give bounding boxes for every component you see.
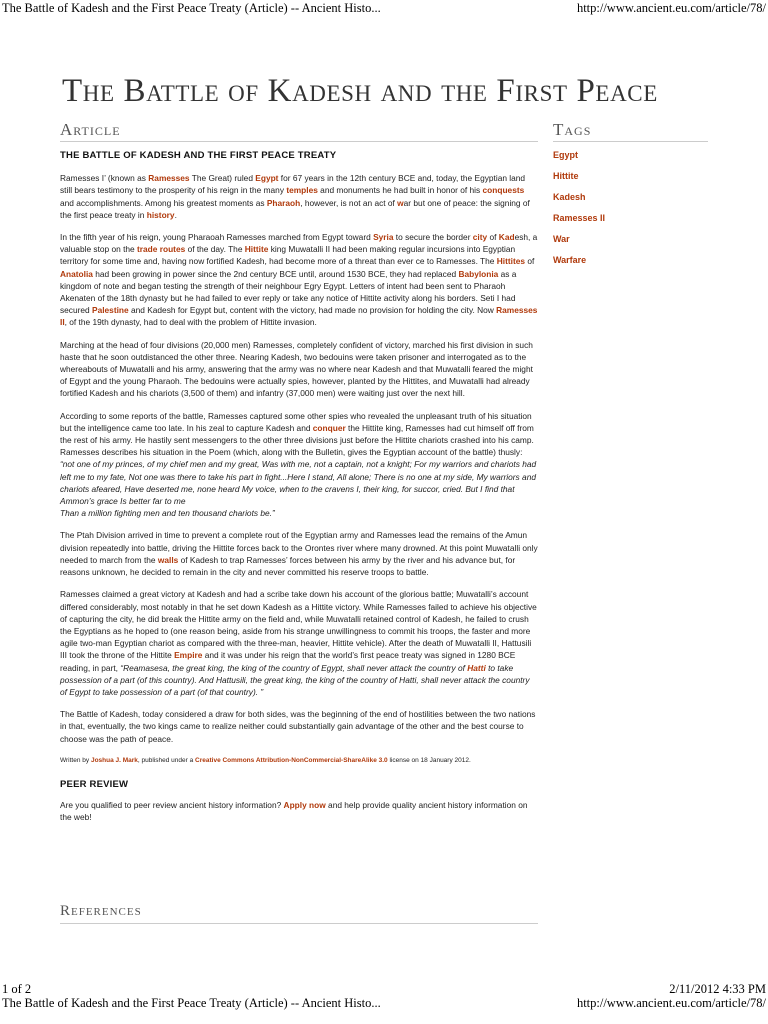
text-run: round 1 — [323, 268, 352, 279]
text-run: Ramesses I — [60, 173, 105, 184]
article-link[interactable]: Empire — [174, 650, 203, 661]
text-run: of the day. The — [185, 244, 245, 255]
text-run: the Hittite king, Ramesses had cut himself off from the rest of his army. He hastily sent messengers to the other three divisions just before the Hittite chariots crashed into his camp. Ramesses describes his situation in the Poem (which, along with the Bulletin, gives the Egyptian account of the battle) thusly: — [60, 422, 534, 458]
tag-link[interactable]: Hittite — [553, 171, 579, 181]
article-link[interactable]: Kad — [498, 232, 515, 243]
article-link[interactable]: Joshua J. Mark — [90, 756, 138, 764]
paragraph — [60, 172, 538, 221]
paragraph — [60, 588, 538, 698]
article-link[interactable]: Ramesses — [148, 173, 190, 184]
article-link[interactable]: conquests — [482, 185, 525, 196]
page-title: The Battle of Kadesh and the First Peace — [62, 73, 658, 109]
footer-page-number: 1 of 2 — [2, 982, 32, 996]
text-run: or of his — [450, 185, 483, 196]
text-run: aluable stop on the — [64, 244, 138, 255]
article-link[interactable]: Hittites — [496, 256, 526, 267]
text-run: to Egyptian territory for some time and, having now fortified Kadesh, had become more of a threat than — [60, 244, 516, 267]
text-run: and help provide quality ancient history information on the web! — [60, 800, 528, 823]
text-run: “not one of my princes, of my chief men and my great, Was with me, not a captain, not a knight; For my warriors and chariots had left me to my fate, Not one was there to take his part in fight...Here I stand, All alone; There is no one at my side, My warriors and chariots afeared, Have deserted me, none heard My voice, when to the cravens I, their king, for succor, cried. But I find that Ammon’s grace Is better far to me — [60, 459, 537, 507]
article-link[interactable]: Egypt — [255, 173, 279, 184]
text-run: and Kadesh for Egypt but, content with the victory, had made no provision for holding the city. Now — [128, 305, 497, 316]
text-run: Written by — [60, 756, 91, 764]
tag-link[interactable]: Kadesh — [553, 192, 586, 202]
tags-list — [553, 150, 713, 276]
tags-divider — [553, 141, 708, 142]
article-link[interactable]: Creative Commons Attribution-NonCommercial-ShareAlike 3.0 — [195, 756, 388, 764]
article-link[interactable]: Babylonia — [458, 268, 499, 279]
text-run: had been growing in power since the 2nd century BCE until, a — [92, 268, 324, 279]
text-run: to take possession of a part (of this country). And Hattusili, the great king, the king of the country of Hatti, shall never attack the country of Egypt to take possession of a part (of that country). ” — [60, 662, 530, 697]
article-link[interactable]: conquer — [312, 422, 346, 433]
article-link[interactable]: Anatolia — [60, 268, 93, 279]
article-paragraphs — [60, 172, 538, 745]
text-run: ursions in — [437, 244, 474, 255]
byline — [60, 755, 538, 767]
text-run: e of peace: the signing of the first peace treaty in — [60, 197, 530, 220]
article-link[interactable]: temples — [286, 185, 318, 196]
tag-link[interactable]: Egypt — [553, 150, 579, 160]
peer-review-text — [60, 799, 538, 823]
text-run: The Great) ruled — [189, 173, 256, 184]
text-run: , of the 19th dynasty, had to deal with the problem of Hittite invasion. — [64, 317, 317, 328]
text-run: esh, a v — [60, 232, 538, 255]
text-run: year of h — [98, 232, 132, 243]
text-run: “Reamasesa, the great king, the king of the country of Egypt, shall never attack the country of — [120, 662, 468, 673]
article-body — [60, 150, 538, 834]
article-link[interactable]: Ramesses II — [60, 305, 538, 328]
paragraph — [60, 231, 538, 329]
text-run: ar but on — [403, 197, 437, 208]
references-heading: References — [60, 903, 142, 919]
text-run: ce to Ramesses. The — [415, 256, 497, 267]
text-run: , published under a — [137, 756, 196, 764]
paragraph — [60, 708, 538, 745]
paragraph — [60, 339, 538, 400]
article-divider — [60, 141, 538, 142]
text-run: In the fifth — [60, 232, 99, 243]
paragraph — [60, 410, 538, 520]
text-run: still bears testimony to the prosperity of his reign in the many — [60, 185, 287, 196]
article-link[interactable]: Hatti — [467, 662, 486, 673]
text-run: nd — [515, 173, 526, 184]
text-run: The Battle of Kadesh, today considered a draw for both sides, was the beginning of the end of hostilities between the two nations in that, eventually, the two kings came to realize neither could substantially gain advantage of the other and the best course to choose was the path of peace. — [60, 709, 536, 744]
article-title: THE BATTLE OF KADESH AND THE FIRST PEACE TREATY — [60, 150, 337, 161]
paragraph — [60, 529, 538, 578]
text-run: bour Eg — [284, 280, 315, 291]
text-run: as a kingdom of note and began testing the strength of their neigh — [60, 268, 517, 291]
text-run: is reign, young Pharaoah Ramesses marched from Egypt toward — [131, 232, 374, 243]
references-divider — [60, 923, 538, 924]
text-run: The Ptah Division arrived in time to prevent a complete rout of the Egyptian army and Ramesses lead the remains of the Amun division repeatedly into battle, driving the Hittite forces back to the Orontes river where many drowned. At this point Muwatalli only needed to march from the — [60, 530, 538, 565]
text-run: 530 BCE, they had replaced — [351, 268, 459, 279]
text-run: of Kadesh to trap Ramesses’ forces between his army by the river and his advance but, for reasons unknown, he decided to remain in the city and never committed his reserve troops to battle. — [60, 554, 516, 578]
text-run: Are you qualified to peer review ancient history information? — [60, 800, 284, 811]
text-run: . — [174, 209, 177, 220]
article-section-heading: Article — [60, 120, 121, 139]
footer-url: http://www.ancient.eu.com/article/78/ — [576, 996, 766, 1010]
text-run: Than a million fighting men and ten thousand chariots be.” — [60, 508, 275, 519]
article-link[interactable]: Syria — [373, 232, 394, 243]
footer-datetime: 2/11/2012 4:33 PM — [669, 982, 766, 996]
tag-link[interactable]: War — [553, 234, 570, 244]
article-link[interactable]: Apply now — [283, 800, 326, 811]
text-run: According to some reports of the battle, Ramesses captured some other spies who revealed the unpleasant truth of his situation but the intelligence came too late. In his zeal to capture Kadesh and — [60, 410, 532, 433]
article-link[interactable]: history — [146, 209, 175, 220]
article-link[interactable]: city — [472, 232, 488, 243]
text-run: and monuments he had built in hon — [317, 185, 451, 196]
footer-doc-title: The Battle of Kadesh and the First Peace Treaty (Article) -- Ancient Histo... — [2, 996, 381, 1010]
tags-section-heading: Tags — [553, 120, 592, 139]
article-link[interactable]: Hittite — [244, 244, 269, 255]
article-link[interactable]: w — [397, 197, 404, 208]
text-run: of — [525, 256, 535, 267]
text-run: Ramesses claimed a great victory at Kadesh and had a scribe take down his account of the glorious battle; Muwatalli’s account differed considerably, most notably in that he set down Kadesh as a Hittite victory. While Ramesses failed to achieve his objective of capturing the city, he did break the Hittite army on the field and, while Muwatalli retained control of Kadesh, he failed to crush the Egyptians as he hoped to (one reason being, aside from his strange unwillingness to commit his troops, the faster and more agile two-man Egyptian chariot as compared with the three-man, heavier, Hittite vehicle). After the death of Muwatalli II, Hattusili III took the throne of the Hittite — [60, 589, 537, 661]
text-run: and it was under his reign that the world’s first peace treaty was signed in 1280 BCE reading, in part, — [60, 650, 516, 673]
article-link[interactable]: Pharaoh — [266, 197, 301, 208]
text-run: of — [487, 232, 499, 243]
article-link[interactable]: Palestine — [92, 305, 129, 316]
tag-link[interactable]: Warfare — [553, 255, 587, 265]
text-run: Marching at the head of four divisions (20,000 men) Ramesses, completely confident of victory, marched his first division in such haste that he soon outdistanced the other three. Nearing Kadesh, two bedouins were taken prisoner and interrogated as to the whereabouts of Muwatalli and his army, answering that the army was no where near Kadesh and that Muwatalli feared the might of Egypt and the young Pharaoh. The bedouins were actually spies, however, planted by the Hittites, and Muwatalli had already fortified Kadesh and his chariots (3,500 of them) and infantry (37,000 men) were waiting just over the next hill. — [60, 339, 533, 399]
text-run: king Muwatalli II had been making regular inc — [268, 244, 438, 255]
peer-review-heading: PEER REVIEW — [60, 778, 129, 790]
tag-link[interactable]: Ramesses II — [553, 213, 606, 223]
text-run: , however, is not an act of — [300, 197, 398, 208]
article-link[interactable]: walls — [157, 554, 179, 565]
text-run: to secure the border — [393, 232, 473, 243]
header-url: http://www.ancient.eu.com/article/78/ — [576, 1, 766, 15]
text-run: ry Egypt. Letters of intent had been sent to Pharaoh Akenaten of the 18th dynasty but he had failed to ever reply or take any notice of Hittite activity along his borders. Seti I had secured — [60, 280, 516, 316]
text-run: for 67 years in the 12th century BCE and, today, the Egyptian la — [278, 173, 516, 184]
text-run: ’ (known as — [104, 173, 149, 184]
text-run: and accomplishments. Among his greatest moments as — [60, 197, 267, 208]
article-link[interactable]: trade routes — [137, 244, 186, 255]
text-run: license on 18 January 2012. — [387, 756, 471, 764]
header-doc-title: The Battle of Kadesh and the First Peace Treaty (Article) -- Ancient Histo... — [2, 1, 381, 15]
text-run: ever — [397, 256, 416, 267]
